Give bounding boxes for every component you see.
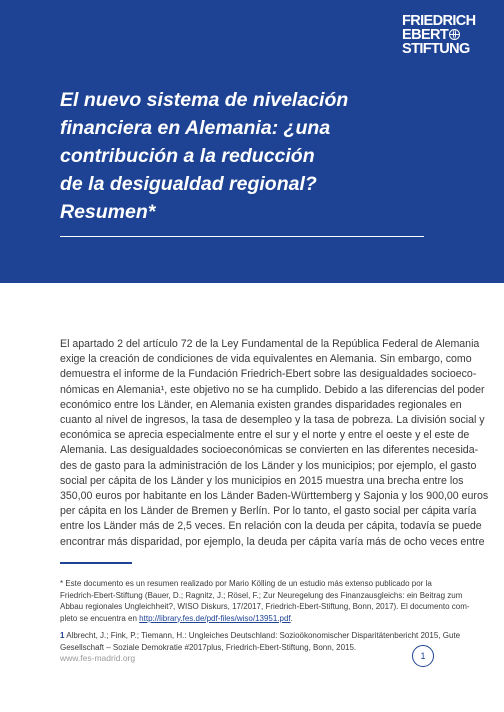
footer-website: www.fes-madrid.org — [60, 653, 136, 663]
logo-line-2: EBERT — [402, 28, 500, 42]
header-band — [0, 0, 504, 283]
footnote-line: Friedrich-Ebert-Stiftung (Bauer, D.; Ragnitz, J.; Rösel, F.; Zur Neuregelung des Finanzausgleichs: ein Beitrag zum — [60, 590, 463, 600]
body-line: des de gasto para la administración de los Länder y los municipios; por ejemplo, el gasto — [60, 459, 477, 472]
footnote-line: 1 Albrecht, J.; Fink, P.; Tiemann, H.: Ungleiches Deutschland: Sozioökonomischer Disparitätenbericht 2015, Gute — [60, 631, 461, 640]
globe-icon — [449, 29, 460, 40]
body-line: económica se aprecia especialmente entre el sur y el norte y entre el oeste y el este de — [60, 429, 470, 442]
fes-logo — [402, 14, 500, 56]
footnotes — [60, 578, 470, 653]
title-line: El nuevo sistema de nivelación — [60, 89, 349, 111]
footnote-number: 1 — [60, 631, 65, 640]
title-line: contribución a la reducción — [60, 145, 315, 167]
body-line: social per cápita de los Länder y los municipios en 2015 muestra una brecha entre los — [60, 474, 464, 487]
body-line: demuestra el informe de la Fundación Friedrich-Ebert sobre las desigualdades socioeco- — [60, 368, 477, 381]
title-divider — [60, 236, 424, 237]
page-number: 1 — [412, 645, 434, 667]
body-line: entre los Länder más de 2,5 veces. En relación con la deuda per cápita, todavía se puede — [60, 520, 482, 533]
title-line: de la desigualdad regional? — [60, 173, 317, 195]
footnote-line: * Este documento es un resumen realizado por Mario Kölling de un estudio más extenso publicado por la — [60, 579, 432, 588]
pdf-link[interactable]: http://library.fes.de/pdf-files/wiso/13951.pdf — [139, 613, 291, 623]
footnote-line: Abbau regionales Ungleichheit?, WISO Diskurs, 17/2017, Friedrich-Ebert-Stiftung, Bonn, 2017). El documento com- — [60, 602, 470, 611]
body-line: exige la creación de condiciones de vida equivalentes en Alemania. Sin embargo, como — [60, 353, 472, 366]
footnote-summary — [60, 578, 470, 624]
body-paragraph — [60, 337, 489, 550]
body-line: Alemania. Las desigualdades socioeconómicas se convierten en las diferentes necesida- — [60, 444, 479, 457]
logo-line-1: FRIEDRICH — [402, 13, 476, 29]
title-line: financiera en Alemania: ¿una — [60, 117, 331, 139]
footnote-divider — [60, 562, 132, 564]
body-line: nómicas en Alemania¹, este objetivo no se ha cumplido. Debido a las diferencias del poder — [60, 383, 485, 396]
body-line: per cápita en los Länder de Bremen y Berlín. Por lo tanto, el gasto social per cápita varía — [60, 505, 477, 518]
body-line: cuanto al nivel de ingresos, la tasa de desempleo y la tasa de pobreza. La división social y — [60, 414, 485, 427]
body-line: El apartado 2 del artículo 72 de la Ley Fundamental de la República Federal de Alemania — [60, 338, 480, 350]
body-line: económico entre los Länder, en Alemania existen grandes disparidades regionales en — [60, 398, 462, 411]
title-line: Resumen* — [60, 201, 156, 223]
footnote-1 — [60, 630, 461, 653]
footnote-line: pleto se encuentra en http://library.fes.de/pdf-files/wiso/13951.pdf. — [60, 613, 293, 623]
document-title — [60, 86, 420, 226]
body-line: 350,00 euros por habitante en los Länder Baden-Württemberg y Sajonia y los 900,00 euros — [60, 490, 489, 503]
body-line: encontrar más disparidad, por ejemplo, la deuda per cápita varía más de ocho veces entre — [60, 535, 485, 548]
logo-line-3: STIFTUNG — [402, 41, 470, 57]
footnote-line: Gesellschaft – Soziale Demokratie #2017plus, Friedrich-Ebert-Stiftung, Bonn, 2015. — [60, 642, 357, 652]
